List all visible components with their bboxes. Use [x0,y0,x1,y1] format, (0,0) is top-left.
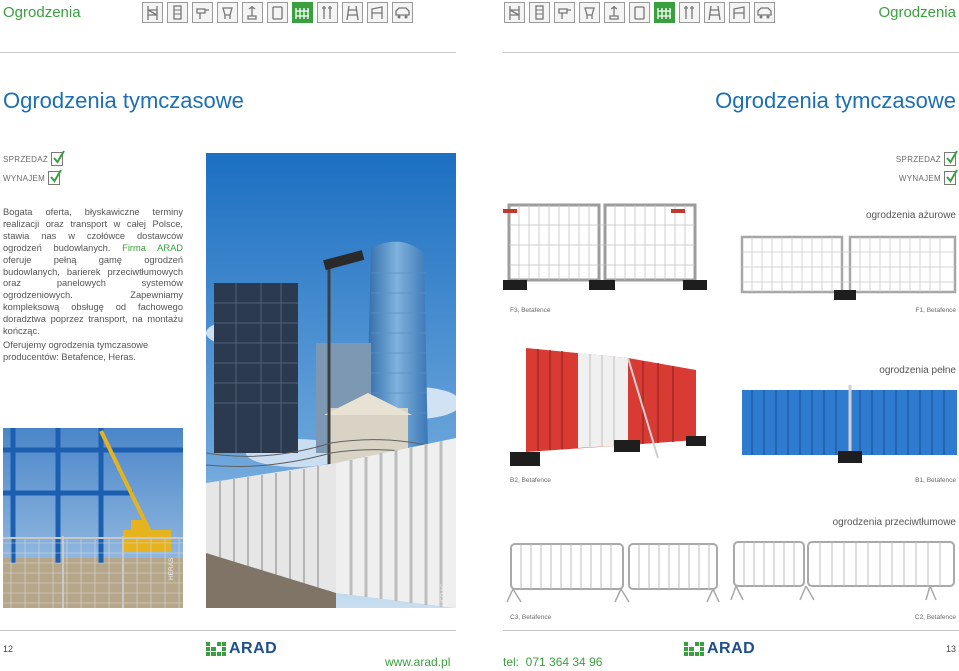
mixer-icon[interactable] [579,2,600,23]
photo-caption: HERAS [440,583,447,606]
right-tag-sale [896,152,956,166]
section-solid: ogrodzenia pełne [879,365,956,376]
logo-wordmark: ARAD [707,640,756,657]
right-category-icons [504,2,775,24]
tag-label: SPRZEDAŻ [3,154,49,164]
website-link[interactable]: www.arad.pl [385,655,451,669]
caption-c2: C2, Betafence [914,614,956,621]
barrier-c3-photo [505,538,720,608]
caption-b2: B2, Betafence [510,477,551,484]
container-icon[interactable] [267,2,288,23]
drill-icon[interactable] [192,2,213,23]
intro-text: Bogata oferta, błyskawiczne terminy realizacji oraz transport w całej Polsce, stawia nas w czołówce dostawców ogrodzeń budowlanych. [3,207,183,253]
right-tag-rent [899,171,956,185]
compactor-icon[interactable] [242,2,263,23]
left-arad-logo [206,640,277,658]
firm-name: Firma ARAD [122,242,183,253]
right-header-rule [503,52,959,53]
checkmark-icon [48,171,60,185]
ladder-icon[interactable] [342,2,363,23]
fence-b1-photo [740,385,959,467]
checkmark-icon [944,171,956,185]
fence-icon[interactable] [654,2,675,23]
intro-paragraph [3,207,183,338]
left-header-rule [0,52,456,53]
formwork-icon[interactable] [529,2,550,23]
checkmark-icon [51,152,63,166]
scaffold-icon[interactable] [504,2,525,23]
right-header-title: Ogrodzenia [878,4,956,21]
right-arad-logo [684,640,755,658]
fence-f3-photo [503,195,718,305]
left-tag-rent [3,171,60,185]
caption-f1: F1, Betafence [915,307,956,314]
right-page-title: Ogrodzenia tymczasowe [715,88,956,113]
tag-label: WYNAJEM [3,173,46,183]
arad-logo-icon [206,642,226,656]
section-openwork: ogrodzenia ażurowe [865,210,956,221]
left-header-title: Ogrodzenia [3,4,81,21]
mixer-icon[interactable] [217,2,238,23]
scaffold-icon[interactable] [142,2,163,23]
fence-icon[interactable] [292,2,313,23]
construction-site-photo [3,428,183,608]
hoist-icon[interactable] [729,2,750,23]
compactor-icon[interactable] [604,2,625,23]
left-category-icons [142,2,413,24]
caption-b1: B1, Betafence [915,477,956,484]
hoist-icon[interactable] [367,2,388,23]
drill-icon[interactable] [554,2,575,23]
left-tag-sale [3,152,63,166]
tag-label: SPRZEDAŻ [895,154,941,164]
left-page-number: 12 [3,644,14,654]
caption-c3: C3, Betafence [510,614,552,621]
left-page-title: Ogrodzenia tymczasowe [3,88,244,113]
vehicle-icon[interactable] [392,2,413,23]
tools-icon[interactable] [679,2,700,23]
producers-paragraph: Oferujemy ogrodzenia tymczasowe producentów: Betafence, Heras. [3,340,149,362]
city-fence-photo [206,153,456,608]
left-footer-rule [0,630,456,631]
phone-number: tel: 071 364 34 96 [503,655,603,669]
fence-b2-photo [508,340,708,472]
tag-label: WYNAJEM [898,173,941,183]
right-footer-rule [503,630,959,631]
section-crowd: ogrodzenia przeciwtłumowe [832,517,956,528]
container-icon[interactable] [629,2,650,23]
tools-icon[interactable] [317,2,338,23]
formwork-icon[interactable] [167,2,188,23]
caption-f3: F3, Betafence [510,307,551,314]
logo-wordmark: ARAD [229,640,278,657]
checkmark-icon [944,152,956,166]
right-page-number: 13 [945,644,956,654]
vehicle-icon[interactable] [754,2,775,23]
photo-caption: HERAS [168,557,175,580]
intro-text-continued: oferuje pełną gamę ogrodzeń budowlanych, barierek przeciwtłumowych oraz panelowych systemów ogrodzeniowych. Zapewniamy kompleksową obsługę od fachowego doradztwa poprzez transport, na montażu kończąc. [3,254,183,337]
ladder-icon[interactable] [704,2,725,23]
fence-f1-photo [738,232,959,307]
barrier-c2-photo [730,538,959,608]
arad-logo-icon [684,642,704,656]
